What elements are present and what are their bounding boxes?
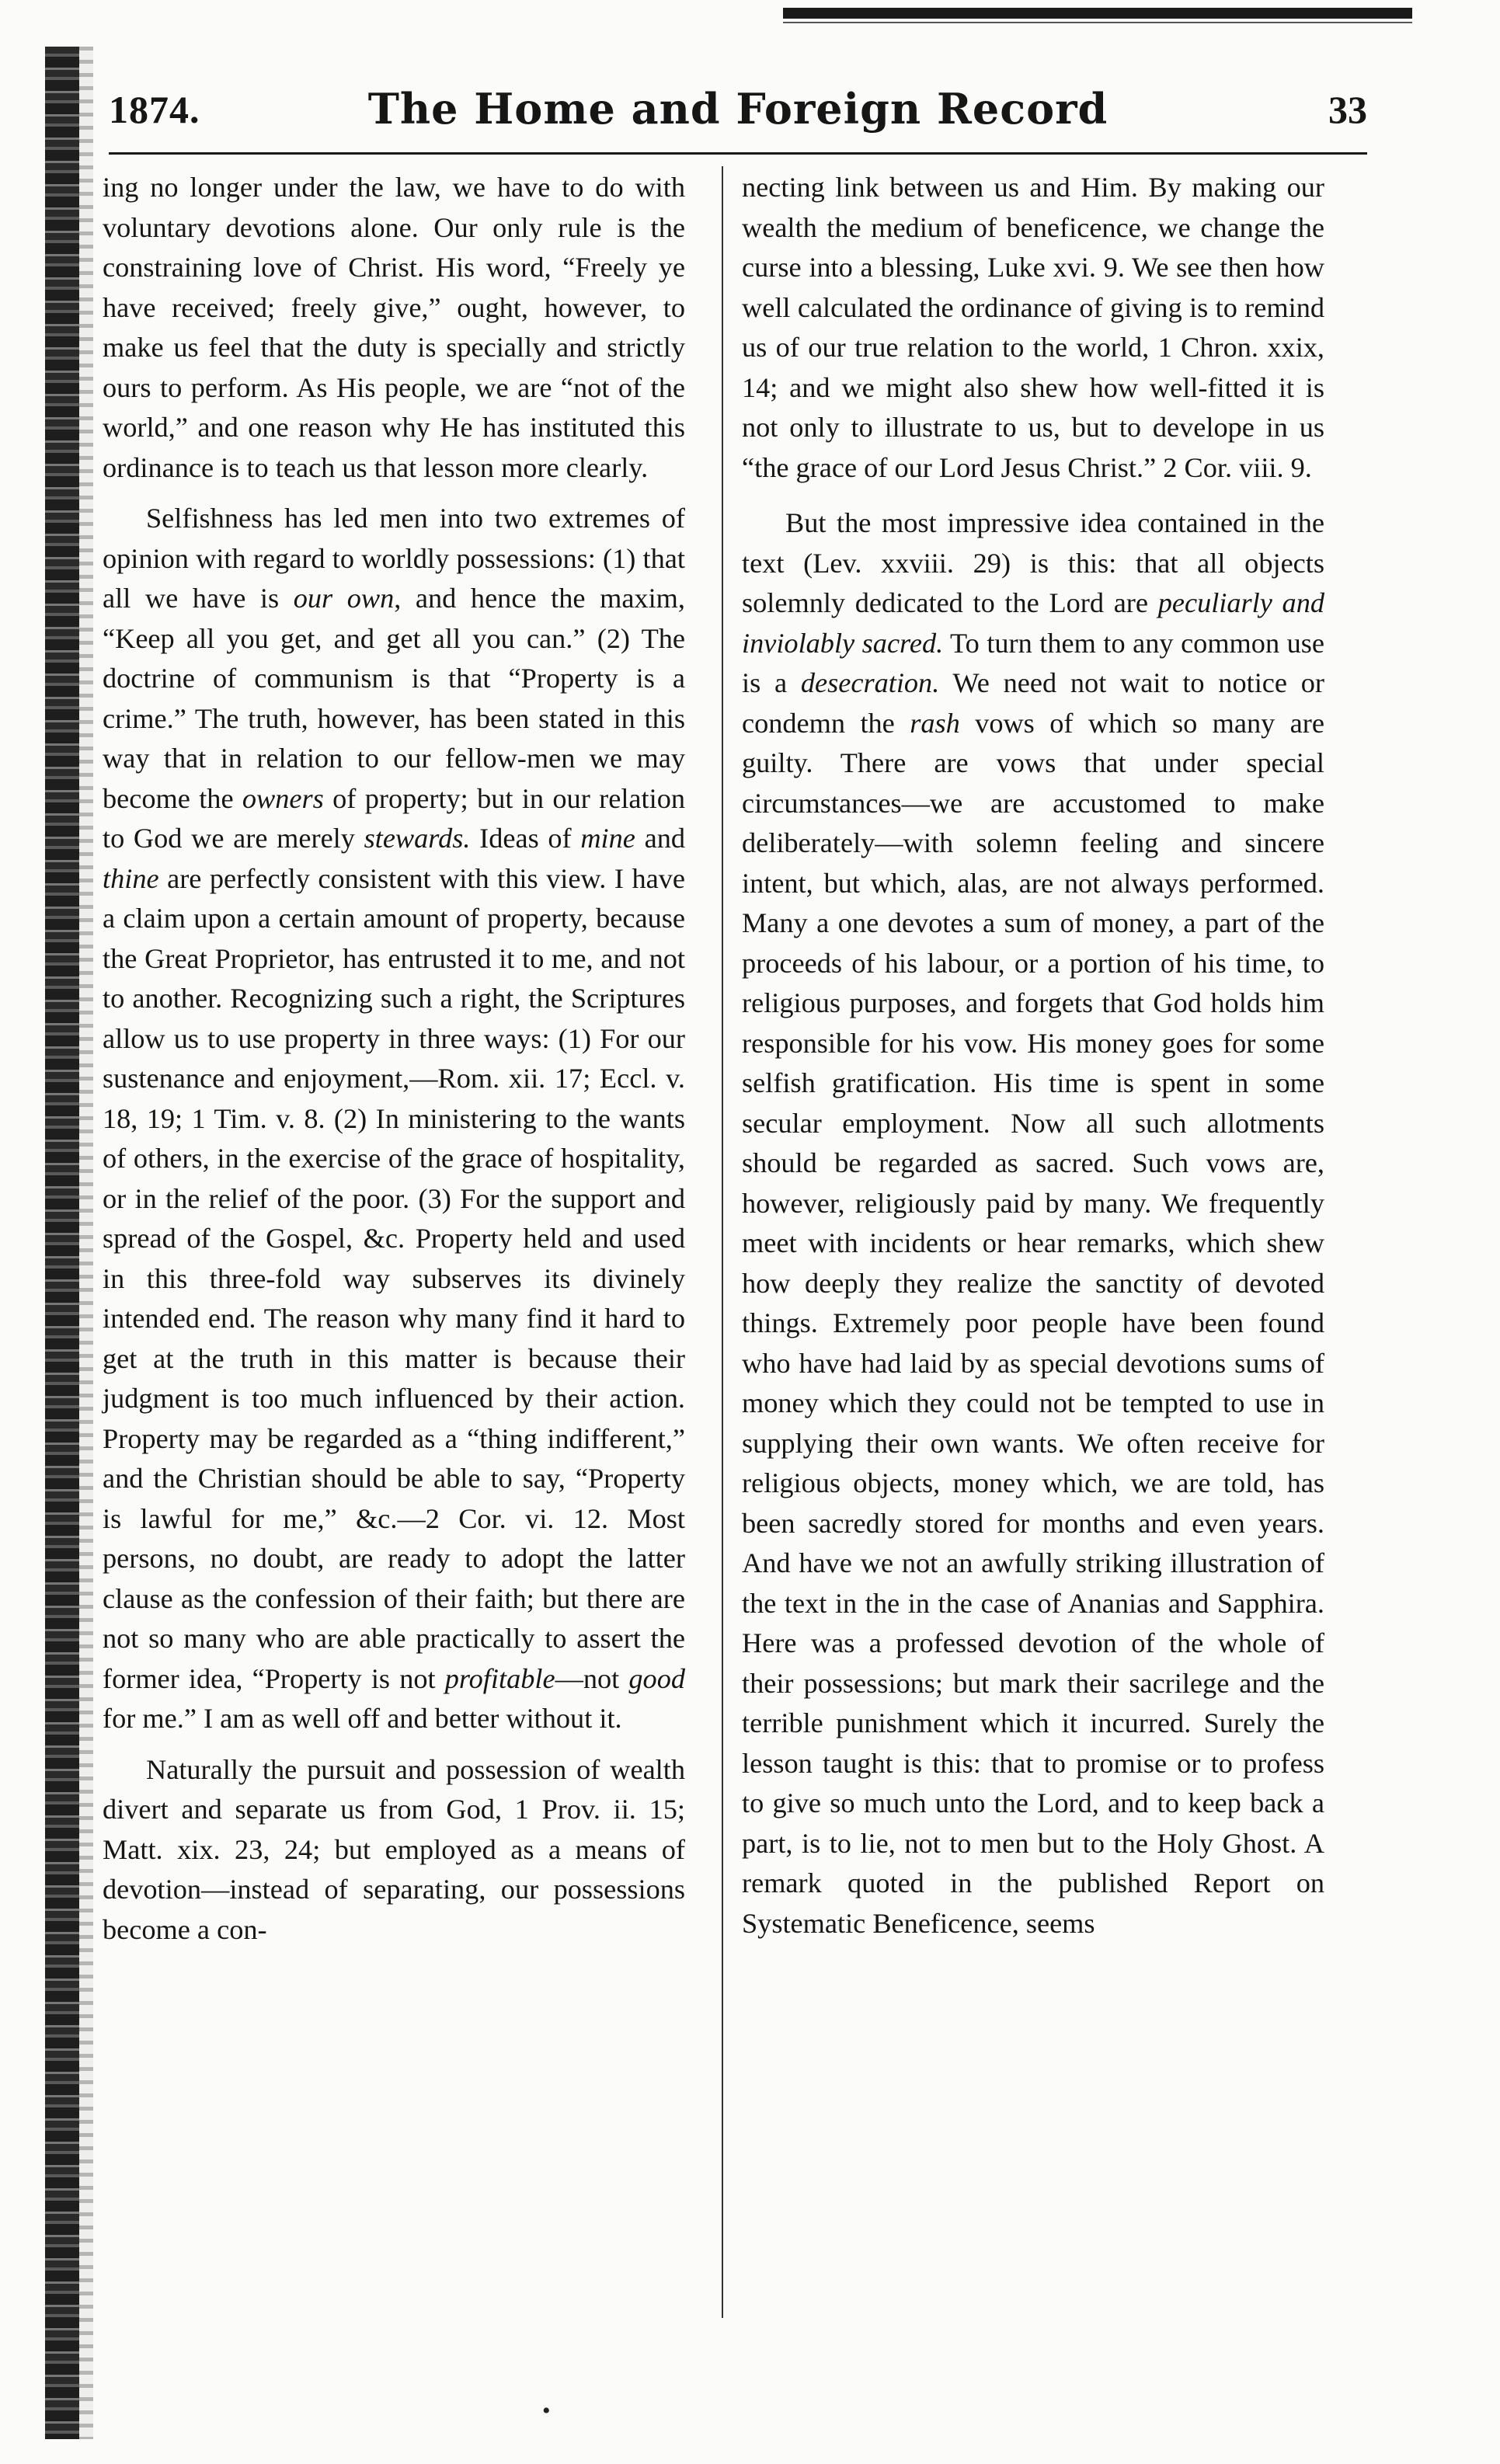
text-run: , and hence the maxim, “Keep all you get, and get all you can.” (2) The doctrine of communism is that “Property is a crime.” The truth, however, has been stated in this way that in relation to our fellow-men we may become the xyxy=(103,583,685,814)
text-run: But the most impressive idea contained in the text (Lev. xxviii. 29) is this: that all objects solemnly dedicated to the Lord are xyxy=(742,507,1324,618)
italic-text: owners xyxy=(242,782,324,814)
italic-text: profitable xyxy=(444,1662,555,1694)
text-run: Ideas of xyxy=(470,823,581,854)
paragraph xyxy=(103,499,685,1739)
text-run: of property; but in our relation to God we are merely xyxy=(103,782,685,854)
text-run: Naturally the pursuit and possession of wealth divert and separate us from God, 1 Prov. ii. 15; Matt. xix. 23, 24; but employed as a means of devotion—instead of separating, our possessions become a con- xyxy=(103,1753,685,1945)
italic-text: mine xyxy=(580,823,635,854)
paragraph xyxy=(742,168,1324,488)
page-number: 33 xyxy=(1328,88,1367,131)
italic-text: good xyxy=(628,1662,685,1694)
text-run: —not xyxy=(555,1662,629,1694)
page-binding-shadow xyxy=(79,47,93,2439)
paragraph xyxy=(103,168,685,488)
italic-text: thine xyxy=(103,862,159,894)
text-run: Selfishness has led men into two extremes of opinion with regard to worldly possessions: (1) that all we have is xyxy=(103,503,685,614)
running-header xyxy=(109,84,1367,149)
paragraph xyxy=(742,503,1324,1944)
text-run: To turn them to any common use is a xyxy=(742,627,1324,698)
italic-text: desecration. xyxy=(800,667,940,698)
text-run: and xyxy=(635,823,685,854)
top-thin-rule xyxy=(783,22,1412,23)
header-year: 1874. xyxy=(109,88,200,131)
italic-text: stewards. xyxy=(364,823,471,854)
top-decorative-rule xyxy=(783,8,1412,19)
text-run: necting link between us and Him. By making our wealth the medium of beneficence, we change the curse into a blessing, Luke xvi. 9. We see then how well calculated the ordinance of giving is to remind us of our true relation to the world, 1 Chron. xxix, 14; and we might also shew how well-fitted it is not only to illustrate to us, but to develope in us “the grace of our Lord Jesus Christ.” 2 Cor. viii. 9. xyxy=(742,172,1324,483)
text-run: for me.” I am as well off and better without it. xyxy=(103,1703,622,1734)
header-rule xyxy=(109,152,1367,155)
column-divider xyxy=(722,166,723,2318)
footer-mark: • xyxy=(542,2398,551,2424)
right-column xyxy=(742,168,1324,1944)
text-run: We need not wait to notice or condemn the xyxy=(742,667,1325,739)
italic-text: rash xyxy=(910,707,960,739)
left-column xyxy=(103,168,685,1950)
page-binding-edge xyxy=(45,47,79,2439)
text-run: vows of which so many are guilty. There are vows that under special circumstances—we are accustomed to make deliberately—with solemn feeling and sincere intent, but which, alas, are not always performed. Many a one devotes a sum of money, a part of the proceeds of his labour, or a portion of his time, to religious purposes, and forgets that God holds him responsible for his vow. His money goes for some selfish gratification. His time is spent in some secular employment. Now all such allotments should be regarded as sacred. Such vows are, however, religiously paid by many. We frequently meet with incidents or hear remarks, which shew how deeply they realize the sanctity of devoted things. Extremely poor people have been found who have had laid by as special devotions sums of money which they could not be tempted to use in supplying their own wants. We often receive for religious objects, money which, we are told, has been sacredly stored for months and even years. And have we not an awfully striking illustration of the text in the in the case of Ananias and Sapphira. Here was a professed devotion of the whole of their possessions; but mark their sacrilege and the terrible punishment which it incurred. Surely the lesson taught is this: that to promise or to profess to give so much unto the Lord, and to keep back a part, is to lie, not to men but to the Holy Ghost. A remark quoted in the published Report on Systematic Beneficence, seems xyxy=(742,707,1324,1939)
text-run: ing no longer under the law, we have to do with voluntary devotions alone. Our only rule is the constraining love of Christ. His word, “Freely ye have received; freely give,” ought, however, to make us feel that the duty is specially and strictly ours to perform. As His people, we are “not of the world,” and one reason why He has instituted this ordinance is to teach us that lesson more clearly. xyxy=(103,172,685,483)
italic-text: our own xyxy=(293,583,395,614)
paragraph xyxy=(103,1750,685,1951)
publication-title: The Home and Foreign Record xyxy=(367,84,1108,134)
italic-text: peculiarly and inviolably sacred. xyxy=(742,587,1324,659)
text-run: are perfectly consistent with this view. I have a claim upon a certain amount of property, because the Great Proprietor, has entrusted it to me, and not to another. Recognizing such a right, the Scriptures allow us to use property in three ways: (1) For our sustenance and enjoyment,—Rom. xii. 17; Eccl. v. 18, 19; 1 Tim. v. 8. (2) In ministering to the wants of others, in the exercise of the grace of hospitality, or in the relief of the poor. (3) For the support and spread of the Gospel, &c. Property held and used in this three-fold way subserves its divinely intended end. The reason why many find it hard to get at the truth in this matter is because their judgment is too much influenced by their action. Property may be regarded as a “thing indifferent,” and the Christian should be able to say, “Property is lawful for me,” &c.—2 Cor. vi. 12. Most persons, no doubt, are ready to adopt the latter clause as the confession of their faith; but there are not so many who are able practically to assert the former idea, “Property is not xyxy=(103,862,685,1694)
